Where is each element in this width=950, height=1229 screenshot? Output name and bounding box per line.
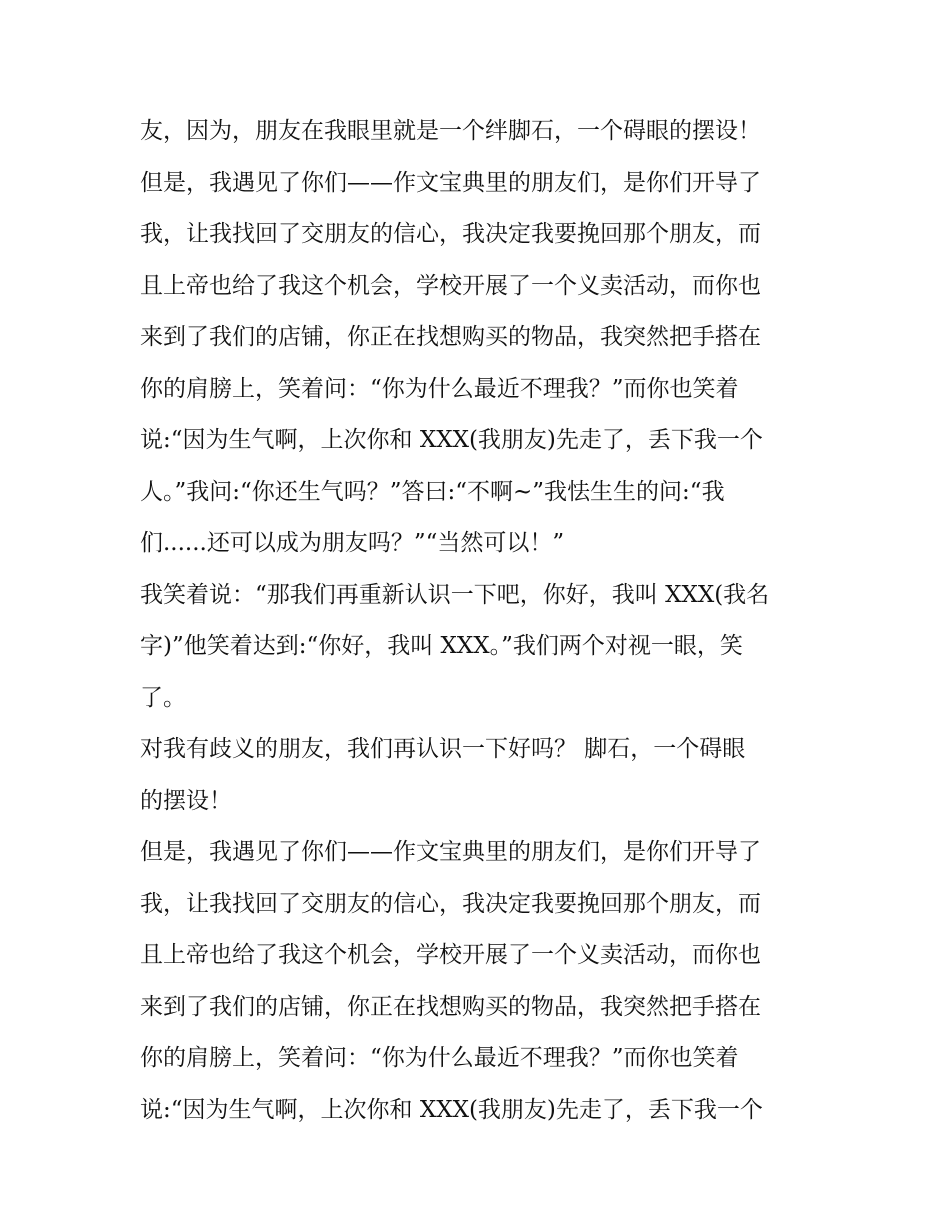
text-line: 我笑着说：“那我们再重新认识一下吧，你好，我叫 XXX(我名 xyxy=(140,581,770,608)
text-line: 我，让我找回了交朋友的信心，我决定我要挽回那个朋友，而 xyxy=(140,890,761,917)
text-line: 的摆设！ xyxy=(140,787,232,814)
text-line: 说:“因为生气啊，上次你和 XXX(我朋友)先走了，丢下我一个 xyxy=(140,1096,763,1123)
text-line: 对我有歧义的朋友，我们再认识一下好吗？ 脚石，一个碍眼 xyxy=(140,736,746,762)
text-line: 且上帝也给了我这个机会，学校开展了一个义卖活动，而你也 xyxy=(140,272,761,299)
text-line: 但是，我遇见了你们——作文宝典里的朋友们，是你们开导了 xyxy=(140,839,761,865)
text-line: 且上帝也给了我这个机会，学校开展了一个义卖活动，而你也 xyxy=(140,942,761,968)
text-line: 我，让我找回了交朋友的信心，我决定我要挽回那个朋友，而 xyxy=(140,221,761,247)
text-line: 人。”我问:“你还生气吗？”答曰:“不啊~”我怯生生的问:“我 xyxy=(140,478,725,505)
text-line: 来到了我们的店铺，你正在找想购买的物品，我突然把手搭在 xyxy=(140,324,761,350)
text-line: 你的肩膀上，笑着问：“你为什么最近不理我？”而你也笑着 xyxy=(140,1045,739,1071)
body-text xyxy=(140,106,820,1136)
text-line: 们......还可以成为朋友吗？”“当然可以！” xyxy=(140,530,565,556)
text-line: 但是，我遇见了你们——作文宝典里的朋友们，是你们开导了 xyxy=(140,169,761,196)
text-line: 了。 xyxy=(140,684,186,711)
text-line: 你的肩膀上，笑着问：“你为什么最近不理我？”而你也笑着 xyxy=(140,375,739,402)
text-line: 友，因为，朋友在我眼里就是一个绊脚石，一个碍眼的摆设！ xyxy=(140,118,761,144)
text-line: 说:“因为生气啊，上次你和 XXX(我朋友)先走了，丢下我一个 xyxy=(140,427,763,453)
text-line: 字)”他笑着达到:“你好，我叫 XXX。”我们两个对视一眼，笑 xyxy=(140,633,743,659)
text-line: 来到了我们的店铺，你正在找想购买的物品，我突然把手搭在 xyxy=(140,993,761,1020)
